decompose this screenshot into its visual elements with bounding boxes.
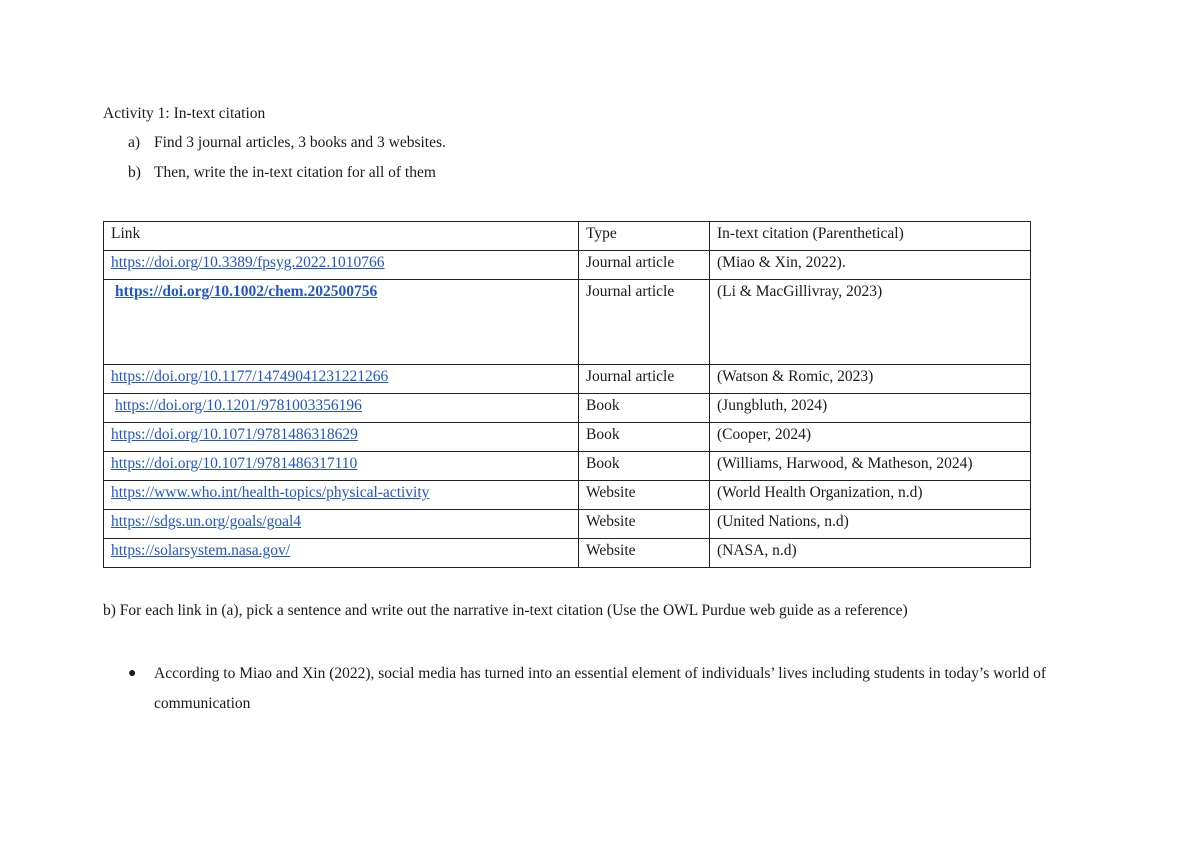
type-cell: Book xyxy=(579,452,710,481)
task-item xyxy=(128,133,446,163)
doi-link[interactable]: https://doi.org/10.3389/fpsyg.2022.1010766 xyxy=(111,254,385,271)
table-row xyxy=(104,452,1031,481)
link-cell xyxy=(104,510,579,539)
doi-link[interactable]: https://doi.org/10.1071/9781486317110 xyxy=(111,455,358,472)
link-cell xyxy=(104,452,579,481)
type-cell: Website xyxy=(579,539,710,568)
type-cell: Book xyxy=(579,423,710,452)
header-type: Type xyxy=(579,222,710,251)
citation-cell: (Williams, Harwood, & Matheson, 2024) xyxy=(710,452,1031,481)
citation-cell: (NASA, n.d) xyxy=(710,539,1031,568)
type-cell: Website xyxy=(579,481,710,510)
type-cell: Journal article xyxy=(579,365,710,394)
narrative-citation-list xyxy=(128,659,1088,719)
citation-cell: (United Nations, n.d) xyxy=(710,510,1031,539)
doi-link[interactable]: https://doi.org/10.1071/9781486318629 xyxy=(111,426,358,443)
task-text: Find 3 journal articles, 3 books and 3 websites. xyxy=(154,134,446,151)
type-cell: Journal article xyxy=(579,280,710,365)
citation-cell: (Watson & Romic, 2023) xyxy=(710,365,1031,394)
link-cell xyxy=(104,280,579,365)
type-cell: Website xyxy=(579,510,710,539)
table-row xyxy=(104,510,1031,539)
citation-cell: (Jungbluth, 2024) xyxy=(710,394,1031,423)
table-row xyxy=(104,365,1031,394)
task-item xyxy=(128,163,446,193)
table-row xyxy=(104,481,1031,510)
header-citation: In-text citation (Parenthetical) xyxy=(710,222,1031,251)
table-header-row xyxy=(104,222,1031,251)
bullet-icon: ● xyxy=(128,666,137,681)
web-link[interactable]: https://sdgs.un.org/goals/goal4 xyxy=(111,513,302,530)
link-cell xyxy=(104,539,579,568)
doi-link[interactable]: https://doi.org/10.1201/9781003356196 xyxy=(115,397,362,414)
activity-heading: Activity 1: In-text citation xyxy=(103,105,266,122)
link-cell xyxy=(104,481,579,510)
web-link[interactable]: https://solarsystem.nasa.gov/ xyxy=(111,542,291,559)
citation-cell: (Li & MacGillivray, 2023) xyxy=(710,280,1031,365)
type-cell: Book xyxy=(579,394,710,423)
table-row xyxy=(104,280,1031,365)
table-row xyxy=(104,394,1031,423)
link-cell xyxy=(104,423,579,452)
type-cell: Journal article xyxy=(579,251,710,280)
citation-cell: (World Health Organization, n.d) xyxy=(710,481,1031,510)
link-cell xyxy=(104,251,579,280)
doi-link[interactable]: https://doi.org/10.1002/chem.202500756 xyxy=(115,283,378,300)
task-marker: b) xyxy=(128,164,141,181)
list-item xyxy=(128,659,1088,719)
table-row xyxy=(104,539,1031,568)
citation-cell: (Cooper, 2024) xyxy=(710,423,1031,452)
citation-table xyxy=(103,221,1031,568)
header-link: Link xyxy=(104,222,579,251)
link-cell xyxy=(104,394,579,423)
table-row xyxy=(104,423,1031,452)
link-cell xyxy=(104,365,579,394)
task-list xyxy=(128,133,446,193)
table-row xyxy=(104,251,1031,280)
citation-cell: (Miao & Xin, 2022). xyxy=(710,251,1031,280)
web-link[interactable]: https://www.who.int/health-topics/physical-activity xyxy=(111,484,430,501)
part-b-instruction: b) For each link in (a), pick a sentence and write out the narrative in-text citation (Use the OWL Purdue web guide as a reference) xyxy=(103,602,908,619)
doi-link[interactable]: https://doi.org/10.1177/14749041231221266 xyxy=(111,368,389,385)
task-marker: a) xyxy=(128,134,141,151)
narrative-citation-text: According to Miao and Xin (2022), social media has turned into an essential element of individuals’ lives including students in today’s world of communication xyxy=(154,665,1047,712)
task-text: Then, write the in-text citation for all of them xyxy=(154,164,436,181)
